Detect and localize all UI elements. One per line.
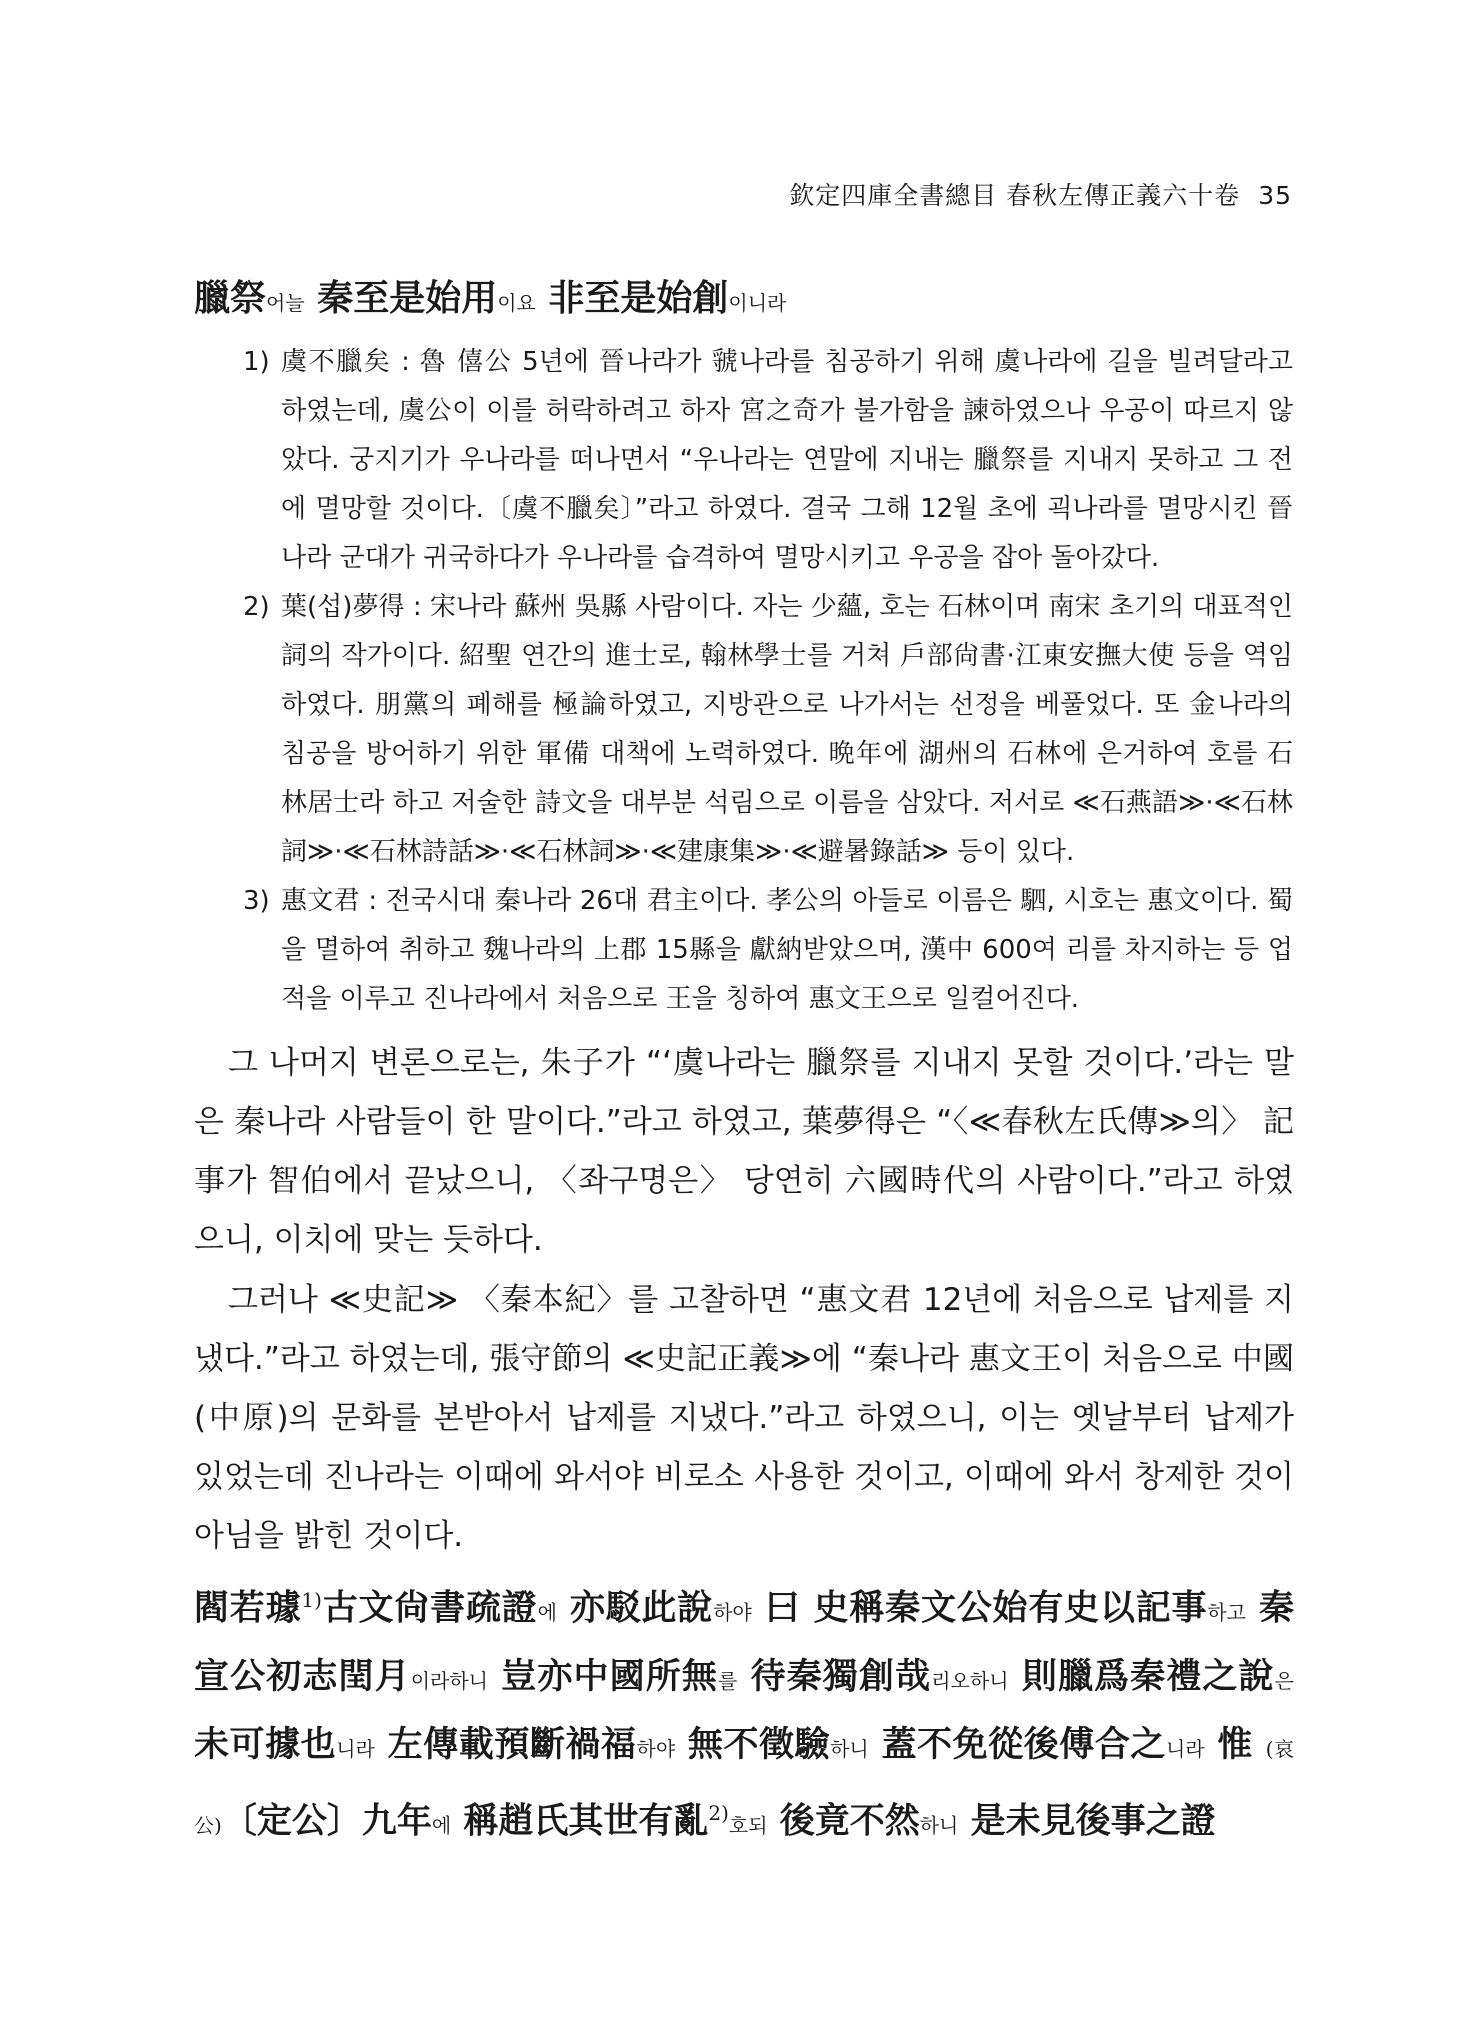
orig-particle: 리오하니 (931, 1668, 1009, 1693)
original-text-block (194, 1568, 1294, 1857)
orig-phrase: 亦駁此說 (569, 1587, 714, 1629)
orig-particle: 니라 (336, 1736, 375, 1761)
page-number: 35 (1258, 181, 1292, 210)
orig-particle: 이라하니 (410, 1668, 488, 1693)
orig-phrase: 則臘爲秦禮之說 (1021, 1655, 1275, 1697)
orig-particle: 에 (537, 1600, 557, 1625)
orig-phrase: 豈亦中國所無 (501, 1655, 718, 1697)
orig-phrase: 待秦獨創哉 (750, 1655, 932, 1697)
footnote-text: 葉(섭)夢得 : 宋나라 蘇州 吳縣 사람이다. 자는 少蘊, 호는 石林이며 南宋 초기의 대표적인 詞의 작가이다. 紹聖 연간의 進士로, 翰林學士를 거쳐 戶部尙書·江東安撫大使 등을 역임하였다. 朋黨의 폐해를 極論하였고, 지방관으로 나가서는 선정을 베풀었다. 또 金나라의 침공을 방어하기 위한 軍備 대책에 노력하였다. 晩年에 湖州의 石林에 은거하여 호를 石林居士라 하고 저술한 詩文을 대부분 석림으로 이름을 삼았다. 저서로 ≪石燕語≫·≪石林詞≫·≪石林詩話≫·≪石林詞≫·≪建康集≫·≪避暑錄話≫ 등이 있다. (281, 592, 1293, 867)
footnote-number: 2) (243, 592, 270, 622)
orig-phrase: 閻若璩 (194, 1587, 302, 1629)
orig-particle: 하고 (1207, 1600, 1246, 1625)
orig-particle: 하야 (713, 1600, 752, 1625)
orig-particle: 하니 (830, 1736, 869, 1761)
orig-phrase: 蓋不免從後傅合之 (881, 1723, 1166, 1765)
orig-phrase: 未可據也 (194, 1723, 337, 1765)
orig-particle: 하야 (636, 1736, 676, 1761)
lead-phrase: 非至是始創 (548, 277, 729, 319)
orig-note: (哀公) (194, 1736, 1294, 1838)
orig-phrase: 是未見後事之證 (970, 1800, 1216, 1842)
orig-particle: 은 (1274, 1668, 1294, 1693)
footnote-text: 惠文君 : 전국시대 秦나라 26대 君主이다. 孝公의 아들로 이름은 駟, 시호는 惠文이다. 蜀을 멸하여 취하고 魏나라의 上郡 15縣을 獻納받았으며, 漢中 600여 리를 차지하는 등 업적을 이루고 진나라에서 처음으로 王을 칭하여 惠文王으로 일컬어진다. (281, 886, 1293, 1014)
orig-particle: 호되 (728, 1813, 768, 1838)
orig-phrase: 惟 (1217, 1723, 1253, 1765)
orig-phrase: 無不徵驗 (687, 1723, 831, 1765)
lead-phrase: 秦至是始用 (317, 277, 498, 319)
lead-particle: 어늘 (266, 291, 305, 315)
footnote-ref: 2) (708, 1800, 729, 1825)
translation-paragraph-2: 그러나 ≪史記≫ 〈秦本紀〉를 고찰하면 “惠文君 12년에 처음으로 납제를 지냈다.”라고 하였는데, 張守節의 ≪史記正義≫에 “秦나라 惠文王이 처음으로 中國(中原)의 문화를 본받아서 납제를 지냈다.”라고 하였으니, 이는 옛날부터 납제가 있었는데 진나라는 이때에 와서야 비로소 사용한 것이고, 이때에 와서 창제한 것이 아님을 밝힌 것이다. (194, 1282, 1294, 1554)
header-title: 欽定四庫全書總目 春秋左傳正義六十卷 (789, 181, 1241, 210)
translation-paragraph-1: 그 나머지 변론으로는, 朱子가 “‘虞나라는 臘祭를 지내지 못할 것이다.’라는 말은 秦나라 사람들이 한 말이다.”라고 하였고, 葉夢得은 “〈≪春秋左氏傳≫의〉 記事가 智伯에서 끝났으니, 〈좌구명은〉 당연히 六國時代의 사람이다.”라고 하였으니, 이치에 맞는 듯하다. (194, 1045, 1294, 1258)
orig-phrase: 後竟不然 (779, 1800, 920, 1842)
orig-particle: 하니 (919, 1813, 959, 1838)
lead-particle: 이요 (497, 291, 536, 315)
footnotes (243, 338, 1293, 1024)
orig-phrase: 秦宣公初志閏月 (194, 1587, 1295, 1697)
orig-particle: 니라 (1165, 1736, 1205, 1761)
footnote (243, 877, 1293, 1024)
orig-phrase: 左傳載預斷禍福 (387, 1723, 637, 1765)
footnote (243, 338, 1293, 583)
footnote-ref: 1) (301, 1588, 322, 1612)
footnote-number: 1) (243, 347, 270, 377)
lead-phrase: 臘祭 (194, 277, 267, 319)
footnote-number: 3) (243, 886, 270, 916)
orig-phrase: 曰 史稱秦文公始有史以記事 (764, 1587, 1208, 1629)
orig-phrase: 〔定公〕九年 (221, 1800, 432, 1842)
footnote-text: 虞不臘矣 : 魯 僖公 5년에 晉나라가 虢나라를 침공하기 위해 虞나라에 길을 빌려달라고 하였는데, 虞公이 이를 허락하려고 하자 宮之奇가 불가함을 諫하였으나 우공이 따르지 않았다. 궁지기가 우나라를 떠나면서 “우나라는 연말에 지내는 臘祭를 지내지 못하고 그 전에 멸망할 것이다.〔虞不臘矣〕”라고 하였다. 결국 그해 12월 초에 괵나라를 멸망시킨 晉나라 군대가 귀국하다가 우나라를 습격하여 멸망시키고 우공을 잡아 돌아갔다. (281, 347, 1293, 573)
orig-particle: 에 (431, 1813, 452, 1838)
orig-phrase: 稱趙氏其世有亂 (463, 1800, 709, 1842)
orig-particle: 를 (718, 1668, 738, 1693)
lead-original-line (194, 270, 1294, 331)
lead-particle: 이니라 (728, 291, 787, 315)
footnote (243, 583, 1293, 877)
running-header (789, 176, 1292, 212)
orig-phrase: 古文尙書疏證 (321, 1587, 538, 1629)
